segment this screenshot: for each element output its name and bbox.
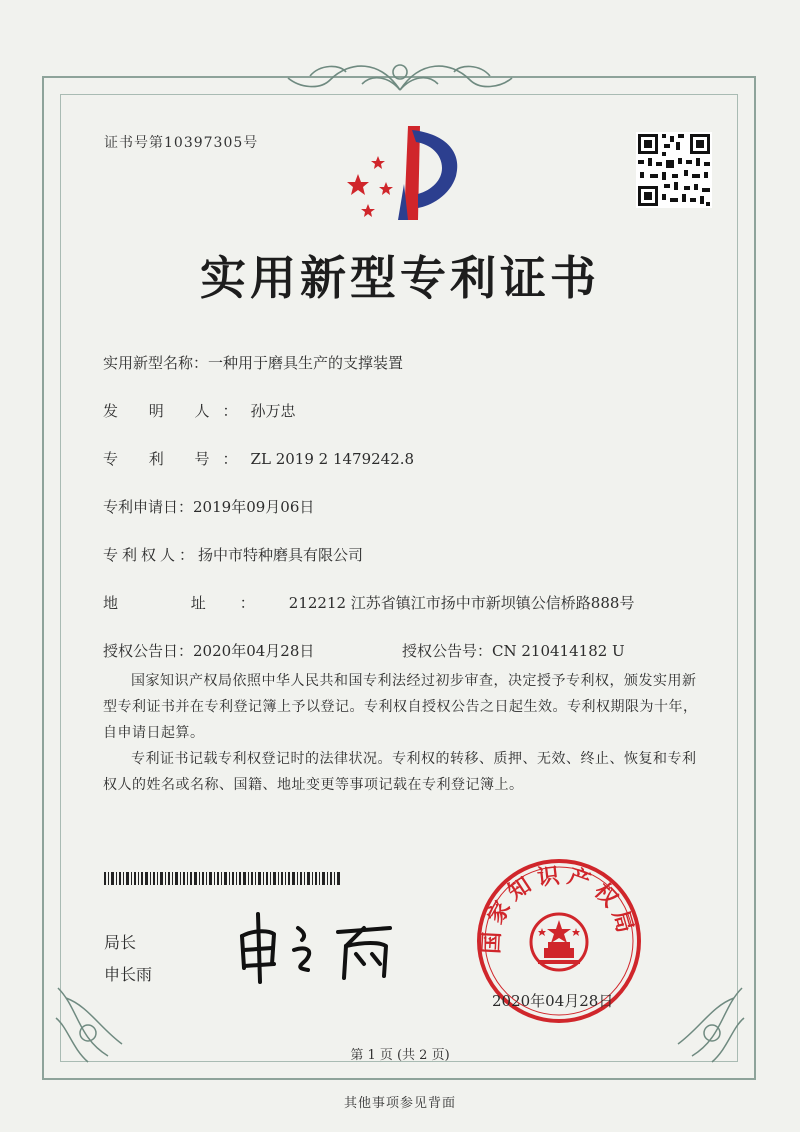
director-name: 申长雨 [104,965,153,984]
body-paragraph-2: 专利证书记载专利权登记时的法律状况。专利权的转移、质押、无效、终止、恢复和专利权人的姓名或名称、国籍、地址变更等事项记载在专利登记簿上。 [103,751,697,793]
utility-model-name-value: 一种用于磨具生产的支撑装置 [208,354,404,372]
director-title: 局长 [104,933,137,952]
footer-note: 其他事项参见背面 [343,1096,456,1111]
certificate-number: 证书号第10397305号 [104,135,259,151]
grant-number-label: 授权公告号： [402,642,493,660]
patent-number-value: ZL 2019 2 1479242.8 [250,450,415,468]
filing-date-value: 2019年09月06日 [193,498,315,516]
address-label: 地 址： [103,594,289,612]
barcode-icon [104,872,340,885]
body-paragraph-1: 国家知识产权局依照中华人民共和国专利法经过初步审查，决定授予专利权，颁发实用新型专利证书并在专利登记簿上予以登记。专利权自授权公告之日起生效。专利权期限为十年，自申请日起算。 [103,673,698,741]
seal-date: 2020年04月28日 [492,992,614,1010]
grant-date-label: 授权公告日： [103,642,194,660]
address-value: 212212 江苏省镇江市扬中市新坝镇公信桥路888号 [288,594,635,612]
grant-number-value: CN 210414182 U [492,642,625,660]
utility-model-name-row [103,352,403,373]
handwritten-signature-icon [234,906,404,986]
filing-date-row [103,496,314,517]
inventor-row [103,400,296,421]
patent-number-label: 专 利 号： [103,450,251,468]
filing-date-label: 专利申请日： [103,498,194,516]
patentee-label: 专利权人： [103,546,199,564]
seal-text: 国家知识产权局 [479,863,639,955]
utility-model-name-label: 实用新型名称： [103,354,209,372]
patentee-row [103,544,363,565]
inventor-value: 孙万忠 [250,402,296,420]
inventor-label: 发 明 人： [103,402,251,420]
cnipa-logo-icon [338,124,464,226]
qr-code-icon [636,132,712,208]
grant-date-value: 2020年04月28日 [193,642,315,660]
certificate-title: 实用新型专利证书 [200,251,600,305]
page-number: 第 1 页 (共 2 页) [350,1048,450,1063]
patent-number-row [103,448,414,469]
address-row [103,592,634,613]
grant-number-row [402,640,625,661]
grant-date-row [103,640,314,661]
svg-text:国家知识产权局 [479,863,638,954]
top-ornament-icon [280,50,520,102]
patentee-value: 扬中市特种磨具有限公司 [198,546,364,564]
